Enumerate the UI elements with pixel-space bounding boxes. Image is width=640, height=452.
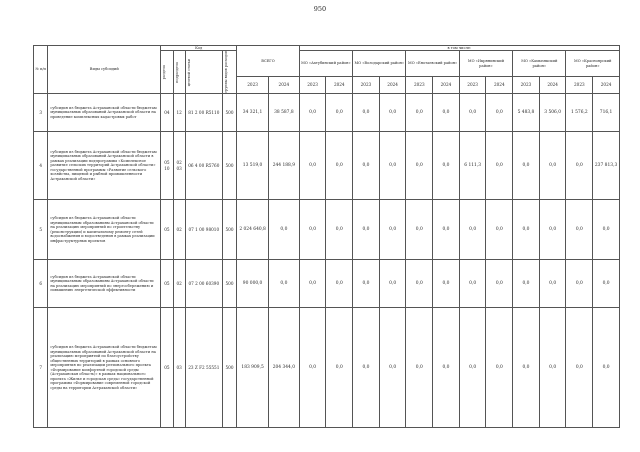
col-district: МО «Енотаевский район»: [406, 51, 459, 76]
district-value: 716,1: [593, 94, 620, 132]
podrazdel-code: 02: [173, 200, 185, 260]
col-no: № п/п: [34, 46, 48, 94]
year-header: 2024: [433, 76, 460, 94]
district-value: 0,0: [299, 94, 326, 132]
district-value: 6 111,3: [459, 132, 486, 200]
razdel-code: 05: [161, 308, 173, 428]
razdel-code: 05 10: [161, 132, 173, 200]
col-district: МО «Володарский район»: [353, 51, 406, 76]
district-value: 0,0: [353, 132, 380, 200]
district-value: 0,0: [513, 132, 540, 200]
year-header: 2023: [459, 76, 486, 94]
year-header: 2023: [513, 76, 540, 94]
row-number: 7: [34, 308, 48, 428]
district-value: 0,0: [299, 308, 326, 428]
table-row: [34, 308, 620, 428]
table-row: [34, 260, 620, 308]
row-number: 3: [34, 94, 48, 132]
district-value: 0,0: [406, 308, 433, 428]
district-value: 0,0: [299, 260, 326, 308]
total-2023: 90 000,0: [237, 260, 269, 308]
district-value: 0,0: [299, 132, 326, 200]
district-value: 0,0: [353, 200, 380, 260]
district-value: 0,0: [379, 200, 406, 260]
target-article-code: 06 4 00 R5760: [185, 132, 222, 200]
district-value: 0,0: [353, 308, 380, 428]
year-header: 2023: [353, 76, 380, 94]
district-value: 0,0: [433, 260, 460, 308]
year-header: 2024: [268, 76, 299, 94]
district-value: 0,0: [486, 94, 513, 132]
district-value: 237 813,3: [593, 132, 620, 200]
subsidy-name: субсидия из бюджета Астраханской области муниципальным образованиям Астраханской области на реализацию мероприятий по энергосбережению и повышению энергетической эффективности: [48, 260, 161, 308]
col-district: МО «Ахтубинский район»: [299, 51, 352, 76]
district-value: 0,0: [326, 132, 353, 200]
subsidy-name: субсидия из бюджета Астраханской области бюджетам муниципальных образований Астраханской области на проведение комплексных кадастровых работ: [48, 94, 161, 132]
col-code: Код: [161, 46, 237, 51]
district-value: 0,0: [353, 260, 380, 308]
total-2023: 34 321,1: [237, 94, 269, 132]
row-number: 6: [34, 260, 48, 308]
district-value: 0,0: [539, 200, 566, 260]
district-value: 0,0: [406, 94, 433, 132]
col-vr: группы видов расходов: [222, 51, 236, 94]
year-header: 2023: [406, 76, 433, 94]
district-value: 0,0: [539, 308, 566, 428]
district-value: 0,0: [513, 308, 540, 428]
district-value: 0,0: [406, 132, 433, 200]
district-value: 5 483,8: [513, 94, 540, 132]
year-header: 2024: [326, 76, 353, 94]
razdel-code: 05: [161, 260, 173, 308]
district-value: 0,0: [593, 308, 620, 428]
year-header: 2023: [566, 76, 593, 94]
col-podrazdel: подраздела: [173, 51, 185, 94]
district-value: 0,0: [406, 260, 433, 308]
year-header: 2024: [379, 76, 406, 94]
district-value: 3 506,0: [539, 94, 566, 132]
subsidy-table: [33, 45, 620, 428]
district-value: 0,0: [459, 200, 486, 260]
expense-group-code: 500: [222, 200, 236, 260]
table-row: [34, 132, 620, 200]
year-header: 2023: [299, 76, 326, 94]
total-2024: 0,0: [268, 260, 299, 308]
row-number: 4: [34, 132, 48, 200]
razdel-code: 04: [161, 94, 173, 132]
total-2024: 0,0: [268, 200, 299, 260]
district-value: 0,0: [406, 200, 433, 260]
total-2024: 244 188,9: [268, 132, 299, 200]
target-article-code: 23 Z F2 55551: [185, 308, 222, 428]
district-value: 0,0: [379, 308, 406, 428]
table-body: [34, 94, 620, 428]
year-header: 2024: [486, 76, 513, 94]
col-total: ВСЕГО: [237, 46, 300, 77]
year-header: 2024: [539, 76, 566, 94]
district-value: 0,0: [486, 200, 513, 260]
district-value: 0,0: [379, 132, 406, 200]
district-value: 0,0: [326, 260, 353, 308]
district-value: 0,0: [379, 260, 406, 308]
district-value: 0,0: [593, 260, 620, 308]
district-value: 0,0: [566, 260, 593, 308]
razdel-code: 05: [161, 200, 173, 260]
podrazdel-code: 12: [173, 94, 185, 132]
subsidy-name: субсидия из бюджета Астраханской области бюджетам муниципальных образований Астраханской области в рамках реализации подпрограммы «Комплексное развитие сельских территорий Астраханской области» государственной программы «Развитие сельского хозяйства, пищевой и рыбной промышленности Астраханской области»: [48, 132, 161, 200]
district-value: 0,0: [486, 308, 513, 428]
year-header: 2024: [593, 76, 620, 94]
district-value: 0,0: [459, 94, 486, 132]
col-incl: в том числе:: [299, 46, 619, 51]
target-article-code: 07 2 00 60390: [185, 260, 222, 308]
district-value: 0,0: [459, 260, 486, 308]
district-value: 0,0: [566, 200, 593, 260]
district-value: 0,0: [326, 200, 353, 260]
podrazdel-code: 02 03: [173, 132, 185, 200]
target-article-code: 81 2 00 R5110: [185, 94, 222, 132]
col-subsidy-type: Виды субсидий: [48, 46, 161, 94]
expense-group-code: 500: [222, 260, 236, 308]
expense-group-code: 500: [222, 308, 236, 428]
row-number: 5: [34, 200, 48, 260]
col-district: МО «Икрянинский район»: [459, 51, 512, 76]
district-value: 0,0: [379, 94, 406, 132]
district-value: 0,0: [459, 308, 486, 428]
district-value: 0,0: [566, 308, 593, 428]
district-value: 0,0: [566, 132, 593, 200]
district-value: 0,0: [433, 308, 460, 428]
district-value: 0,0: [513, 260, 540, 308]
expense-group-code: 500: [222, 132, 236, 200]
total-2023: 13 519,0: [237, 132, 269, 200]
district-value: 1 576,2: [566, 94, 593, 132]
district-value: 0,0: [433, 94, 460, 132]
district-value: 0,0: [433, 132, 460, 200]
subsidy-name: субсидия из бюджета Астраханской области бюджетам муниципальных образований Астраханской области на реализацию мероприятий по благоустройству общественных территорий в рамках основного мероприятия по реализации регионального проекта «Формирование комфортной городской среды (Астраханская область)» в рамках национального проекта «Жилье и городская среда» государственной программы «Формирование современной городской среды на территории Астраханской области»: [48, 308, 161, 428]
district-value: 0,0: [486, 260, 513, 308]
table-row: [34, 200, 620, 260]
district-value: 0,0: [539, 132, 566, 200]
target-article-code: 07 1 00 98010: [185, 200, 222, 260]
district-value: 0,0: [299, 200, 326, 260]
district-value: 0,0: [433, 200, 460, 260]
podrazdel-code: 03: [173, 308, 185, 428]
subsidy-name: субсидия из бюджета Астраханской области муниципальным образованиям Астраханской области на реализацию мероприятий по строительству (реконструкции) и капитальному ремонту сетей водоснабжения и водоотведения в рамках реализации инфраструктурных проектов: [48, 200, 161, 260]
col-district: МО «Камызякский район»: [513, 51, 566, 76]
total-2024: 38 587,8: [268, 94, 299, 132]
col-cs: целевой статьи: [185, 51, 222, 94]
year-header: 2023: [237, 76, 269, 94]
podrazdel-code: 02: [173, 260, 185, 308]
district-value: 0,0: [326, 94, 353, 132]
district-value: 0,0: [539, 260, 566, 308]
total-2024: 204 344,0: [268, 308, 299, 428]
district-value: 0,0: [513, 200, 540, 260]
col-district: МО «Красноярский район»: [566, 51, 620, 76]
page-number: 950: [313, 5, 327, 13]
table-row: [34, 94, 620, 132]
expense-group-code: 500: [222, 94, 236, 132]
col-razdel: раздела: [161, 51, 173, 94]
district-value: 0,0: [593, 200, 620, 260]
district-value: 0,0: [486, 132, 513, 200]
district-value: 0,0: [326, 308, 353, 428]
total-2023: 183 909,5: [237, 308, 269, 428]
total-2023: 2 024 640,8: [237, 200, 269, 260]
table-header: [34, 46, 620, 94]
district-value: 0,0: [353, 94, 380, 132]
